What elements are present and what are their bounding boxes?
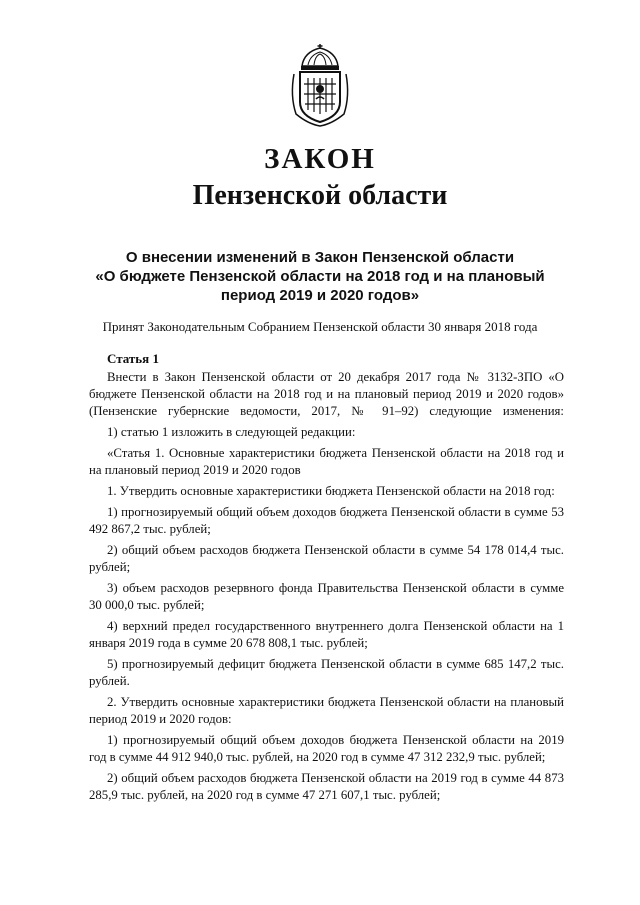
paragraph: 1. Утвердить основные характеристики бюджета Пензенской области на 2018 год: (107, 484, 555, 498)
paragraph: 2) общий объем расходов бюджета Пензенской области в сумме 54 178 014,4 тыс. рублей; (89, 543, 564, 574)
paragraph: 1) прогнозируемый общий объем доходов бюджета Пензенской области в сумме 53 492 867,2 тыс. рублей; (89, 505, 564, 536)
heading-line: О внесении изменений в Закон Пензенской области (125, 249, 515, 266)
paragraph: «Статья 1. Основные характеристики бюджета Пензенской области на 2018 год и на плановый период 2019 и 2020 годов (89, 446, 564, 477)
law-title: ЗАКОН (264, 143, 376, 175)
paragraph: 4) верхний предел государственного внутреннего долга Пензенской области на 1 января 2019 года в сумме 20 678 808,1 тыс. рублей; (89, 619, 564, 650)
paragraph: Внести в Закон Пензенской области от 20 декабря 2017 года № 3132-ЗПО «О бюджете Пензенской области на 2018 год и на плановый период 2019 и 2020 годов» (Пензенские губернские ведомости, 2017, № 91–92) следующие изменения: (89, 370, 564, 418)
heading-line: «О бюджете Пензенской области на 2018 год и на плановый (95, 268, 545, 285)
heading-line: период 2019 и 2020 годов» (220, 287, 420, 304)
adoption-note: Принят Законодательным Собранием Пензенской области 30 января 2018 года (102, 319, 538, 334)
paragraph: 3) объем расходов резервного фонда Правительства Пензенской области в сумме 30 000,0 тыс. рублей; (89, 581, 564, 612)
law-subtitle: Пензенской области (192, 180, 448, 211)
paragraph: 1) прогнозируемый общий объем доходов бюджета Пензенской области на 2019 год в сумме 44 912 940,0 тыс. рублей, на 2020 год в сумме 47 312 232,9 тыс. рублей; (89, 733, 564, 764)
paragraph: 1) статью 1 изложить в следующей редакции: (107, 425, 356, 439)
paragraph: 2) общий объем расходов бюджета Пензенской области на 2019 год в сумме 44 873 285,9 тыс. рублей, на 2020 год в сумме 47 271 607,1 тыс. рублей; (89, 771, 564, 802)
penza-coat-of-arms-icon (288, 44, 352, 128)
document-heading (80, 248, 560, 305)
paragraph: 2. Утвердить основные характеристики бюджета Пензенской области на плановый период 2019 и 2020 годов: (89, 695, 564, 726)
article-body (89, 369, 564, 808)
paragraph: 5) прогнозируемый дефицит бюджета Пензенской области в сумме 685 147,2 тыс. рублей. (89, 657, 564, 688)
article-heading: Статья 1 (107, 351, 159, 366)
